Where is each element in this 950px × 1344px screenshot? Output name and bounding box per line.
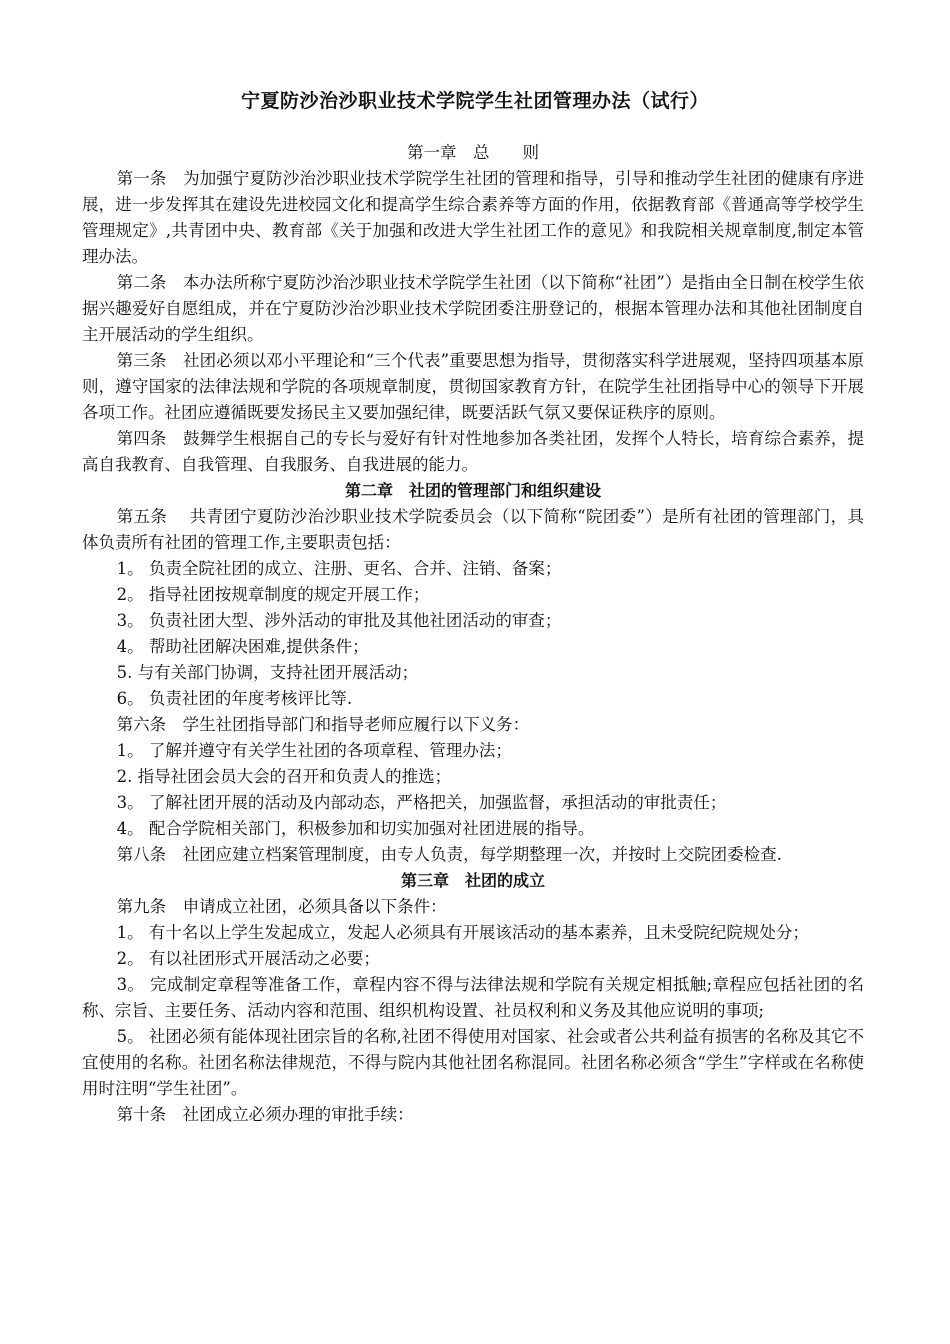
article-5-item: 1。 负责全院社团的成立、注册、更名、合并、注销、备案； xyxy=(116,559,562,578)
article-5-item: 6。 负责社团的年度考核评比等. xyxy=(116,689,353,708)
article-4: 第四条 鼓舞学生根据自己的专长与爱好有针对性地参加各类社团，发挥个人特长，培育综合素养，提高自我教育、自我管理、自我服务、自我进展的能力。 xyxy=(82,429,864,474)
article-5-item: 4。 帮助社团解决困难,提供条件； xyxy=(116,637,369,656)
chapter-1-heading: 第一章 总 则 xyxy=(407,143,539,162)
article-5-item: 2。 指导社团按规章制度的规定开展工作； xyxy=(116,585,430,604)
article-6-item: 4。 配合学院相关部门，积极参加和切实加强对社团进展的指导。 xyxy=(116,819,595,838)
article-9: 第九条 申请成立社团，必须具备以下条件： xyxy=(116,897,447,916)
article-5-item: 3。 负责社团大型、涉外活动的审批及其他社团活动的审查； xyxy=(116,611,562,630)
article-1: 第一条 为加强宁夏防沙治沙职业技术学院学生社团的管理和指导，引导和推动学生社团的健康有序进展，进一步发挥其在建设先进校园文化和提高学生综合素养等方面的作用，依据教育部《普通高等学校学生管理规定》,共青团中央、教育部《关于加强和改进大学生社团工作的意见》和我院相关规章制度,制定本管理办法。 xyxy=(82,169,864,266)
article-9-item: 5。 社团必须有能体现社团宗旨的名称,社团不得使用对国家、社会或者公共利益有损害的名称及其它不宜使用的名称。社团名称法律规范，不得与院内其他社团名称混同。社团名称必须含“学生”字样或在名称使用时注明“学生社团”。 xyxy=(82,1027,864,1098)
document-body xyxy=(82,140,864,1128)
article-10: 第十条 社团成立必须办理的审批手续： xyxy=(116,1105,414,1124)
article-9-item: 1。 有十名以上学生发起成立，发起人必须具有开展该活动的基本素养，且未受院纪院规处分； xyxy=(116,923,809,942)
article-9-item: 2。 有以社团形式开展活动之必要； xyxy=(116,949,380,968)
article-5-item: 5. 与有关部门协调，支持社团开展活动； xyxy=(116,663,419,682)
article-6-item: 3。 了解社团开展的活动及内部动态，严格把关，加强监督，承担活动的审批责任； xyxy=(116,793,727,812)
article-6-item: 2. 指导社团会员大会的召开和负责人的推选； xyxy=(116,767,452,786)
article-3: 第三条 社团必须以邓小平理论和“三个代表”重要思想为指导，贯彻落实科学进展观，坚持四项基本原则，遵守国家的法律法规和学院的各项规章制度，贯彻国家教育方针，在院学生社团指导中心的领导下开展各项工作。社团应遵循既要发扬民主又要加强纪律，既要活跃气氛又要保证秩序的原则。 xyxy=(82,351,864,422)
article-8: 第八条 社团应建立档案管理制度，由专人负责，每学期整理一次，并按时上交院团委检查. xyxy=(116,845,782,864)
article-6: 第六条 学生社团指导部门和指导老师应履行以下义务： xyxy=(116,715,530,734)
document-title: 宁夏防沙治沙职业技术学院学生社团管理办法（试行） xyxy=(240,90,709,112)
article-9-item: 3。 完成制定章程等准备工作，章程内容不得与法律法规和学院有关规定相抵触;章程应包括社团的名称、宗旨、主要任务、活动内容和范围、组织机构设置、社员权利和义务及其他应说明的事项; xyxy=(82,975,864,1020)
article-2: 第二条 本办法所称宁夏防沙治沙职业技术学院学生社团（以下简称“社团”）是指由全日制在校学生依据兴趣爱好自愿组成，并在宁夏防沙治沙职业技术学院团委注册登记的，根据本管理办法和其他社团制度自主开展活动的学生组织。 xyxy=(82,273,864,344)
article-5: 第五条 共青团宁夏防沙治沙职业技术学院委员会（以下简称“院团委”）是所有社团的管理部门，具体负责所有社团的管理工作,主要职责包括： xyxy=(82,507,864,552)
chapter-2-heading: 第二章 社团的管理部门和组织建设 xyxy=(344,481,601,500)
chapter-3-heading: 第三章 社团的成立 xyxy=(400,871,545,890)
article-6-item: 1。 了解并遵守有关学生社团的各项章程、管理办法； xyxy=(116,741,512,760)
